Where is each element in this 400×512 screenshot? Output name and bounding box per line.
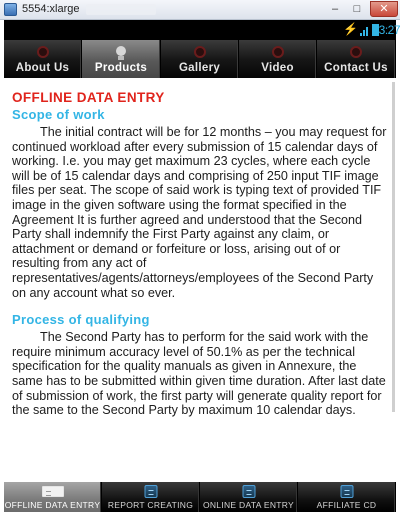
window-title-bar (0, 0, 400, 20)
top-tab-bar (4, 40, 396, 78)
about-icon (37, 46, 49, 58)
tab-products[interactable] (82, 40, 161, 78)
minimize-button[interactable]: – (331, 3, 339, 15)
bottom-tab-label: OFFLINE DATA ENTRY (4, 500, 101, 510)
gallery-icon (194, 46, 206, 58)
bottom-tab-label: REPORT CREATING (107, 500, 194, 510)
tab-label: Video (261, 62, 294, 74)
close-button[interactable]: ✕ (370, 1, 398, 17)
window-title: 5554:xlarge (22, 3, 80, 15)
page-title: OFFLINE DATA ENTRY (12, 90, 165, 105)
status-time: 3:27 (378, 23, 400, 37)
bottom-tab-bar (4, 482, 396, 512)
window-title-extra (86, 4, 156, 15)
lightbulb-icon (115, 46, 127, 60)
tab-label: About Us (15, 62, 70, 74)
section-body-qualifying: The Second Party has to perform for the said work with the require minimum accuracy level of 50.1% as per the technical specification for the quality manuals as given in Annexure, the same has to be submitted within given time duration. After last date of submission of work, the first party will generate quality report for the same to the Second Party by maximum 10 calendar days. (12, 330, 386, 418)
disc-icon (340, 485, 353, 498)
scrollbar[interactable] (392, 82, 395, 412)
section-heading-qualifying: Process of qualifying (12, 312, 150, 328)
maximize-button[interactable]: □ (353, 3, 361, 15)
bottom-tab-online-data-entry[interactable] (200, 482, 298, 512)
phone-icon (350, 46, 362, 58)
bottom-tab-offline-data-entry[interactable] (4, 482, 102, 512)
report-icon (144, 485, 157, 498)
bottom-tab-report-creating[interactable] (102, 482, 200, 512)
app-window-icon (4, 3, 17, 16)
tab-label: Products (94, 62, 148, 74)
tab-video[interactable] (239, 40, 317, 78)
video-icon (272, 46, 284, 58)
keyboard-icon (42, 486, 64, 497)
bottom-tab-label: AFFILIATE CD (316, 500, 377, 510)
bottom-tab-affiliate-cd[interactable] (298, 482, 396, 512)
bottom-tab-label: ONLINE DATA ENTRY (202, 500, 295, 510)
usb-icon: ⚡ (343, 22, 358, 36)
tab-label: Gallery (178, 62, 221, 74)
signal-icon (360, 26, 370, 36)
tab-contact-us[interactable] (317, 40, 396, 78)
section-heading-scope: Scope of work (12, 107, 105, 122)
monitor-icon (242, 485, 255, 498)
tab-about-us[interactable] (4, 40, 82, 78)
content-panel[interactable] (4, 78, 396, 482)
tab-label: Contact Us (324, 62, 388, 74)
tab-gallery[interactable] (161, 40, 239, 78)
status-bar (4, 20, 400, 40)
section-body-scope: The initial contract will be for 12 months – you may request for continued workload after every submission of 15 calendar days of working. I.e. you may get maximum 23 cycles, where each cycle will be of 15 calendar days and comprising of 250 input TIF image files per seat. The scope of said work is typing text of provided TIF image in the given software using the format specified in the Agreement It is further agreed and understood that the Second Party shall indemnify the First Party against any claim, or attachment or demand or forfeiture or loss, arising out of or resulting from any act of representatives/agents/attorneys/employees of the Second Party on any account what so ever. (12, 125, 387, 300)
